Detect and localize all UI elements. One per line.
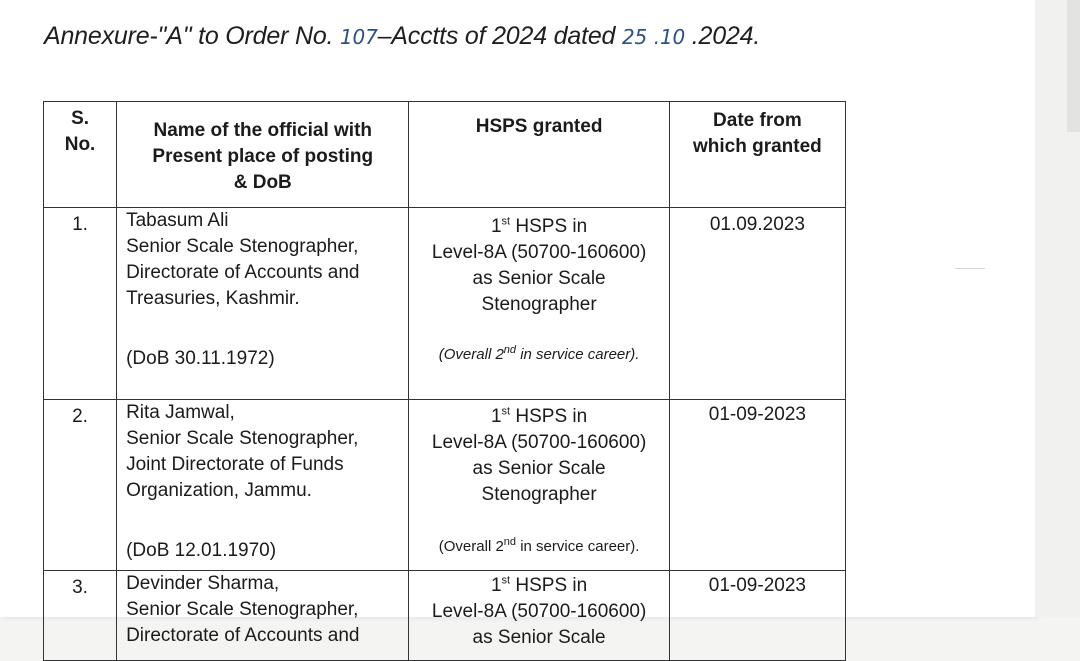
row3-hsps-line2: Level-8A (50700-160600) (431, 601, 647, 622)
heading-prefix: Annexure-"A" to Order No. (44, 22, 334, 50)
row1-hsps-line1 (409, 214, 668, 240)
row2-sno: 2. (44, 400, 117, 571)
row2-date: 01-09-2023 (669, 400, 845, 571)
row1-hsps-line2: Level-8A (50700-160600) (431, 242, 647, 263)
row1-note-suffix: nd (503, 344, 517, 356)
table-row (44, 400, 846, 571)
row3-hsps-line3: as Senior Scale (472, 627, 606, 648)
row2-official (117, 400, 409, 571)
heading-middle: –Acctts of 2024 dated (377, 22, 616, 50)
row1-career-note (409, 342, 668, 368)
row1-hsps-ordinal: 1 (490, 216, 502, 237)
row2-note-suffix: nd (503, 536, 517, 548)
row2-dob: (DoB 12.01.1970) (126, 540, 277, 561)
row2-hsps-line1-text: HSPS in (510, 406, 588, 427)
row1-note-post: in service career). (516, 346, 640, 363)
header-hsps-label: HSPS granted (475, 116, 603, 137)
row2-hsps (409, 400, 669, 571)
row3-sno: 3. (44, 571, 117, 661)
row1-dob: (DoB 30.11.1972) (126, 348, 275, 369)
row1-hsps-ordinal-suffix: st (501, 215, 511, 228)
row2-note-post: in service career). (516, 538, 640, 555)
row1-hsps-line3: as Senior Scale (472, 268, 606, 289)
row1-note-pre: (Overall 2 (438, 346, 504, 363)
row1-designation: Senior Scale Stenographer, (126, 236, 359, 257)
row2-hsps-ordinal-suffix: st (501, 405, 511, 418)
table-row (44, 571, 846, 661)
row2-note-pre: (Overall 2 (438, 538, 504, 555)
handwritten-month: .10 (653, 25, 686, 49)
scrollbar-thumb[interactable] (1067, 0, 1080, 132)
row2-office-line1: Joint Directorate of Funds (126, 454, 344, 475)
row2-hsps-line3: as Senior Scale (472, 458, 606, 479)
header-name-line2: Present place of posting (152, 146, 374, 167)
row2-hsps-ordinal: 1 (490, 406, 502, 427)
row1-date: 01.09.2023 (669, 208, 845, 400)
row3-date: 01-09-2023 (669, 571, 845, 661)
header-hsps (409, 102, 669, 208)
row1-office-line2: Treasuries, Kashmir. (126, 288, 300, 309)
row3-office-line1: Directorate of Accounts and (126, 625, 360, 646)
row3-hsps-ordinal-suffix: st (501, 574, 511, 587)
header-name-line3: & DoB (233, 172, 292, 193)
row2-hsps-line1 (409, 404, 668, 430)
header-date (669, 102, 845, 208)
table-row (44, 208, 846, 400)
handwritten-order-number: 107 (340, 25, 378, 49)
row1-hsps (409, 208, 669, 400)
header-name (117, 102, 409, 208)
heading-year: .2024. (691, 22, 761, 50)
row3-hsps (409, 571, 669, 661)
row1-office-line1: Directorate of Accounts and (126, 262, 360, 283)
row1-official (117, 208, 409, 400)
row2-office-line2: Organization, Jammu. (126, 480, 312, 501)
row3-hsps-line1 (409, 573, 668, 599)
header-sno-line2: No. (64, 134, 96, 155)
scan-artifact-line (955, 268, 985, 269)
row1-sno: 1. (44, 208, 117, 400)
row1-hsps-line4: Stenographer (481, 294, 597, 315)
header-sno-line1: S. (71, 108, 90, 129)
header-date-line2: which granted (692, 136, 822, 157)
row3-official (117, 571, 409, 661)
handwritten-day: 25 (621, 25, 648, 49)
annexure-heading (44, 22, 760, 51)
row2-hsps-line2: Level-8A (50700-160600) (431, 432, 647, 453)
table-header-row (44, 102, 846, 208)
row3-designation: Senior Scale Stenographer, (126, 599, 359, 620)
row3-hsps-ordinal: 1 (490, 575, 502, 596)
row2-name: Rita Jamwal, (126, 402, 235, 423)
row2-hsps-line4: Stenographer (481, 484, 597, 505)
hsps-table (43, 101, 846, 661)
header-date-line1: Date from (713, 110, 802, 131)
header-sno (44, 102, 117, 208)
row2-career-note (409, 534, 668, 560)
row1-name: Tabasum Ali (126, 210, 229, 231)
header-name-line1: Name of the official with (153, 120, 373, 141)
row2-designation: Senior Scale Stenographer, (126, 428, 359, 449)
row1-hsps-line1-text: HSPS in (510, 216, 588, 237)
row3-name: Devinder Sharma, (126, 573, 280, 594)
row3-hsps-line1-text: HSPS in (510, 575, 588, 596)
